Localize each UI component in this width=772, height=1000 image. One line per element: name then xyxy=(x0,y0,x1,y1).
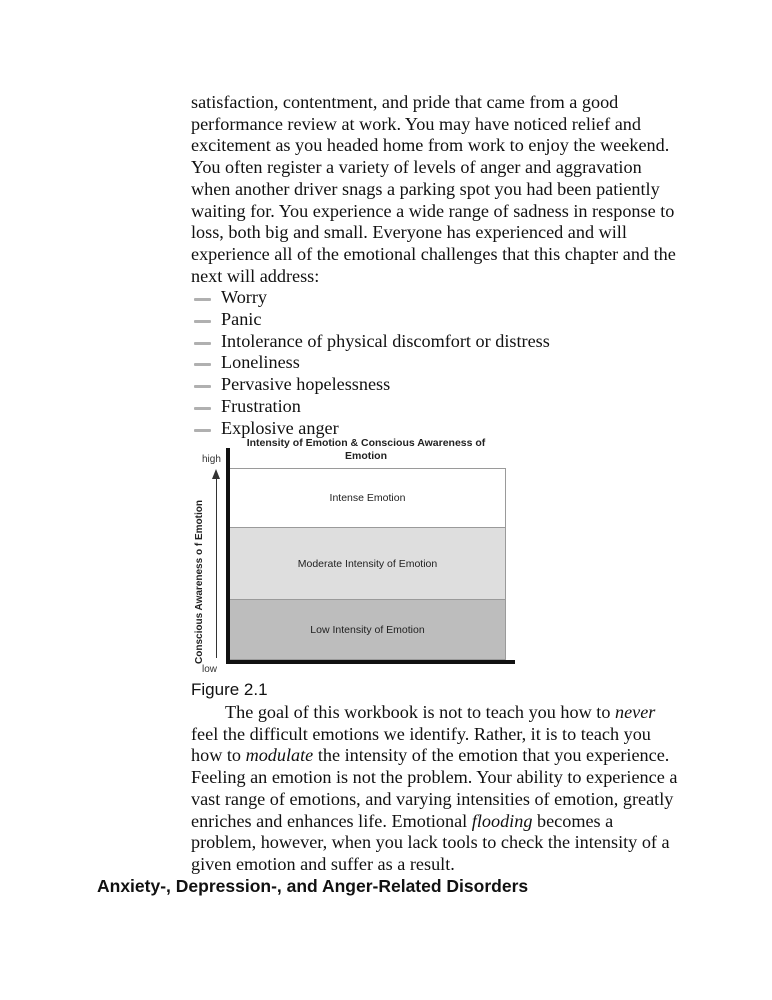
list-item-text: Pervasive hopelessness xyxy=(221,374,391,395)
body-paragraph-goal xyxy=(191,702,681,876)
text-run: the intensity of the emotion that you experience. Feeling an emotion is not the problem. Your ability to experience a vast range of emotions, and varying intensities of emotion, greatly enriches and enhances life. Emotional xyxy=(191,745,678,831)
band-label: Moderate Intensity of Emotion xyxy=(297,557,438,570)
figure-title: Intensity of Emotion & Conscious Awareness of Emotion xyxy=(246,437,486,462)
text-run: becomes a problem, however, when you lack tools to check the intensity of a given emotion and suffer as a result. xyxy=(191,810,670,874)
band-low-emotion xyxy=(230,599,506,660)
y-axis-low-label: low xyxy=(202,664,218,675)
band-intense-emotion xyxy=(230,468,506,528)
x-axis-line xyxy=(226,660,515,664)
dash-bullet-icon xyxy=(194,320,211,323)
list-item-text: Intolerance of physical discomfort or distress xyxy=(221,330,550,351)
list-item xyxy=(194,352,550,374)
band-label: Low Intensity of Emotion xyxy=(310,623,425,636)
dash-bullet-icon xyxy=(194,385,211,388)
dash-bullet-icon xyxy=(194,407,211,410)
y-axis-high-label: high xyxy=(202,454,221,465)
band-label: Intense Emotion xyxy=(329,492,406,504)
y-axis-line xyxy=(226,448,230,664)
list-item-text: Explosive anger xyxy=(221,417,339,438)
list-item-text: Worry xyxy=(221,287,268,307)
emphasis-flooding: flooding xyxy=(471,810,533,831)
list-item xyxy=(194,309,550,331)
y-axis-title: Conscious Awareness o f Emotion xyxy=(194,500,205,664)
dash-bullet-icon xyxy=(194,298,211,301)
list-item xyxy=(194,396,550,418)
figure-caption: Figure 2.1 xyxy=(191,680,268,699)
up-arrow-icon xyxy=(212,469,220,479)
emphasis-never: never xyxy=(614,702,656,722)
emotional-challenges-list xyxy=(194,287,550,440)
text-run: feel the difficult emotions we identify. Rather, it is to teach you how to xyxy=(191,723,651,766)
section-heading: Anxiety-, Depression-, and Anger-Related Disorders xyxy=(97,876,529,896)
text-run: The goal of this workbook is not to teach you how to xyxy=(225,702,615,722)
list-item-text: Panic xyxy=(221,308,262,329)
list-item-text: Frustration xyxy=(221,395,301,416)
band-moderate-emotion xyxy=(230,527,506,600)
list-item xyxy=(194,374,550,396)
up-arrow-shaft xyxy=(216,478,217,658)
list-item-text: Loneliness xyxy=(221,352,300,373)
emphasis-modulate: modulate xyxy=(245,745,314,766)
list-item xyxy=(194,287,550,309)
dash-bullet-icon xyxy=(194,363,211,366)
dash-bullet-icon xyxy=(194,429,211,432)
dash-bullet-icon xyxy=(194,342,211,345)
emotion-intensity-figure xyxy=(188,436,518,676)
list-item xyxy=(194,331,550,353)
body-paragraph-intro: satisfaction, contentment, and pride that came from a good performance review at work. You may have noticed relief and excitement as you headed home from work to enjoy the weekend. You often register a variety of levels of anger and aggravation when another driver snags a parking spot you had been patiently waiting for. You experience a wide range of sadness in response to loss, both big and small. Everyone has experienced and will experience all of the emotional challenges that this chapter and the next will address: xyxy=(191,92,676,286)
